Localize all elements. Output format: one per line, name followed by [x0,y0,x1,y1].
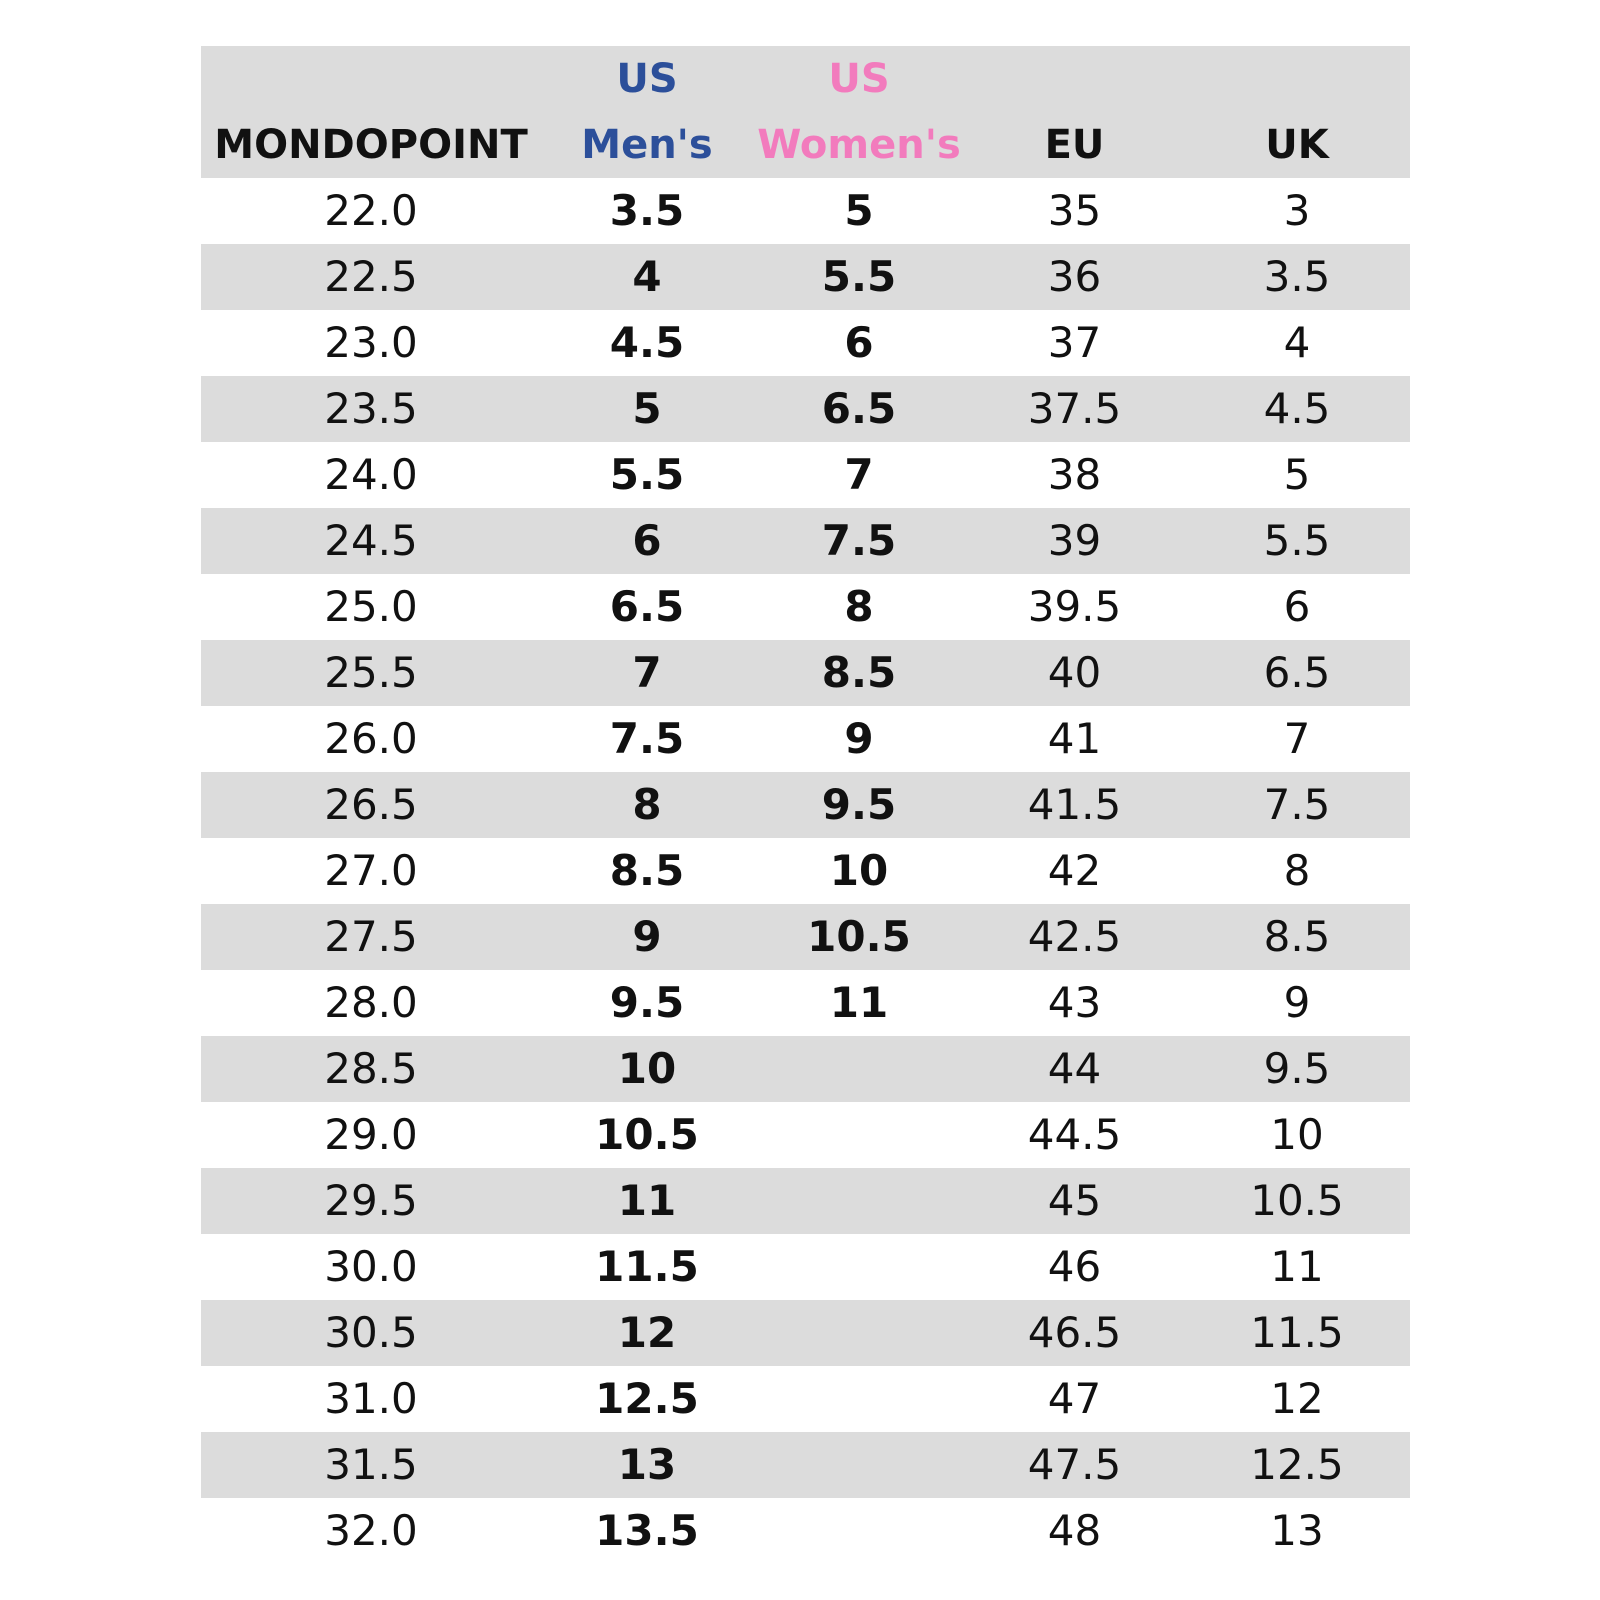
cell-us-mens: 11 [617,1176,677,1225]
cell-eu: 47 [1047,1374,1102,1423]
table-row [201,442,1410,508]
cell-us-mens: 8.5 [609,846,685,895]
cell-mondopoint: 27.5 [324,912,418,961]
cell-eu: 48 [1047,1506,1102,1555]
header-uk-label: UK [1265,122,1329,168]
cell-us-mens: 3.5 [609,186,685,235]
cell-us-mens: 8 [632,780,662,829]
cell-uk: 8 [1283,846,1311,895]
header-us-mens [541,46,753,178]
header-us-mens-line1: US [616,56,678,102]
table-row [201,1102,1410,1168]
cell-uk: 4 [1283,318,1311,367]
cell-eu: 43 [1047,978,1102,1027]
cell-uk: 8.5 [1263,912,1331,961]
header-mondopoint-label: MONDOPOINT [214,122,528,168]
table-row [201,904,1410,970]
cell-uk: 11.5 [1250,1308,1344,1357]
cell-uk: 9.5 [1263,1044,1331,1093]
cell-uk: 6 [1283,582,1311,631]
table-row [201,1300,1410,1366]
table-row [201,376,1410,442]
table-row [201,310,1410,376]
cell-us-womens [753,1432,965,1498]
table-row [201,640,1410,706]
cell-us-womens: 6.5 [821,384,897,433]
cell-eu: 38 [1047,450,1102,499]
cell-us-mens: 5.5 [609,450,685,499]
cell-us-womens: 8 [844,582,874,631]
cell-uk: 10.5 [1250,1176,1344,1225]
cell-us-mens: 10 [617,1044,677,1093]
header-mondopoint [201,46,541,178]
size-conversion-table [201,46,1410,1564]
cell-uk: 7 [1283,714,1311,763]
cell-us-womens [753,1036,965,1102]
header-eu [965,46,1184,178]
cell-mondopoint: 22.0 [324,186,418,235]
cell-mondopoint: 24.5 [324,516,418,565]
cell-eu: 39.5 [1027,582,1122,631]
cell-eu: 46.5 [1027,1308,1122,1357]
cell-us-womens: 7.5 [821,516,897,565]
cell-us-womens: 5 [844,186,874,235]
table-header [201,46,1410,178]
table-row [201,1168,1410,1234]
table-row [201,1036,1410,1102]
table-row [201,706,1410,772]
cell-eu: 45 [1047,1176,1102,1225]
cell-mondopoint: 32.0 [324,1506,418,1555]
cell-us-mens: 9.5 [609,978,685,1027]
cell-us-mens: 12.5 [595,1374,699,1423]
cell-eu: 47.5 [1027,1440,1122,1489]
cell-uk: 13 [1270,1506,1324,1555]
cell-mondopoint: 22.5 [324,252,418,301]
header-us-womens-line1: US [828,56,890,102]
cell-uk: 5.5 [1263,516,1331,565]
cell-us-womens: 9 [844,714,874,763]
cell-mondopoint: 29.0 [324,1110,418,1159]
cell-uk: 3.5 [1263,252,1331,301]
cell-mondopoint: 26.5 [324,780,418,829]
cell-uk: 11 [1270,1242,1324,1291]
header-uk [1184,46,1410,178]
table-row [201,838,1410,904]
cell-us-womens [753,1366,965,1432]
cell-us-womens [753,1498,965,1564]
cell-us-mens: 6 [632,516,662,565]
cell-eu: 36 [1047,252,1102,301]
table-row [201,1234,1410,1300]
header-eu-label: EU [1044,122,1105,168]
cell-us-womens: 6 [844,318,874,367]
cell-us-mens: 13.5 [595,1506,699,1555]
cell-mondopoint: 23.0 [324,318,418,367]
cell-us-mens: 12 [617,1308,677,1357]
cell-uk: 12 [1270,1374,1324,1423]
cell-mondopoint: 31.5 [324,1440,418,1489]
cell-us-mens: 7.5 [609,714,685,763]
cell-us-mens: 5 [632,384,662,433]
cell-us-mens: 11.5 [595,1242,699,1291]
table-row [201,574,1410,640]
header-us-womens [753,46,965,178]
cell-uk: 3 [1283,186,1311,235]
table-row [201,970,1410,1036]
table-row [201,1432,1410,1498]
cell-us-mens: 13 [617,1440,677,1489]
cell-us-mens: 7 [632,648,662,697]
header-us-womens-line2: Women's [757,122,961,168]
cell-mondopoint: 30.5 [324,1308,418,1357]
cell-uk: 4.5 [1263,384,1331,433]
cell-mondopoint: 25.0 [324,582,418,631]
table-row [201,772,1410,838]
cell-us-womens: 7 [844,450,874,499]
size-chart [201,46,1410,1564]
cell-mondopoint: 31.0 [324,1374,418,1423]
cell-mondopoint: 23.5 [324,384,418,433]
cell-eu: 44.5 [1027,1110,1122,1159]
header-row [201,46,1410,178]
cell-us-womens: 10.5 [807,912,911,961]
cell-mondopoint: 30.0 [324,1242,418,1291]
cell-us-womens: 10 [829,846,889,895]
cell-uk: 6.5 [1263,648,1331,697]
cell-mondopoint: 28.5 [324,1044,418,1093]
cell-us-womens [753,1168,965,1234]
cell-uk: 7.5 [1263,780,1331,829]
table-row [201,1498,1410,1564]
cell-mondopoint: 26.0 [324,714,418,763]
cell-mondopoint: 24.0 [324,450,418,499]
cell-uk: 9 [1283,978,1311,1027]
table-row [201,508,1410,574]
header-us-mens-line2: Men's [581,122,713,168]
cell-eu: 40 [1047,648,1102,697]
cell-us-mens: 9 [632,912,662,961]
cell-eu: 39 [1047,516,1102,565]
cell-us-womens: 11 [829,978,889,1027]
cell-eu: 41.5 [1027,780,1122,829]
table-body [201,178,1410,1564]
cell-eu: 42 [1047,846,1102,895]
cell-us-womens: 8.5 [821,648,897,697]
cell-us-womens: 5.5 [821,252,897,301]
cell-eu: 41 [1047,714,1102,763]
cell-us-mens: 6.5 [609,582,685,631]
cell-us-womens: 9.5 [821,780,897,829]
cell-us-mens: 10.5 [595,1110,699,1159]
cell-uk: 10 [1270,1110,1324,1159]
cell-eu: 46 [1047,1242,1102,1291]
cell-eu: 44 [1047,1044,1102,1093]
table-row [201,178,1410,244]
cell-mondopoint: 28.0 [324,978,418,1027]
cell-us-womens [753,1102,965,1168]
cell-mondopoint: 27.0 [324,846,418,895]
cell-eu: 35 [1047,186,1102,235]
cell-mondopoint: 29.5 [324,1176,418,1225]
table-row [201,1366,1410,1432]
cell-uk: 5 [1283,450,1311,499]
cell-us-womens [753,1300,965,1366]
cell-eu: 37 [1047,318,1102,367]
cell-us-womens [753,1234,965,1300]
cell-us-mens: 4.5 [609,318,685,367]
cell-us-mens: 4 [632,252,662,301]
cell-uk: 12.5 [1250,1440,1344,1489]
cell-eu: 42.5 [1027,912,1122,961]
cell-eu: 37.5 [1027,384,1122,433]
table-row [201,244,1410,310]
cell-mondopoint: 25.5 [324,648,418,697]
